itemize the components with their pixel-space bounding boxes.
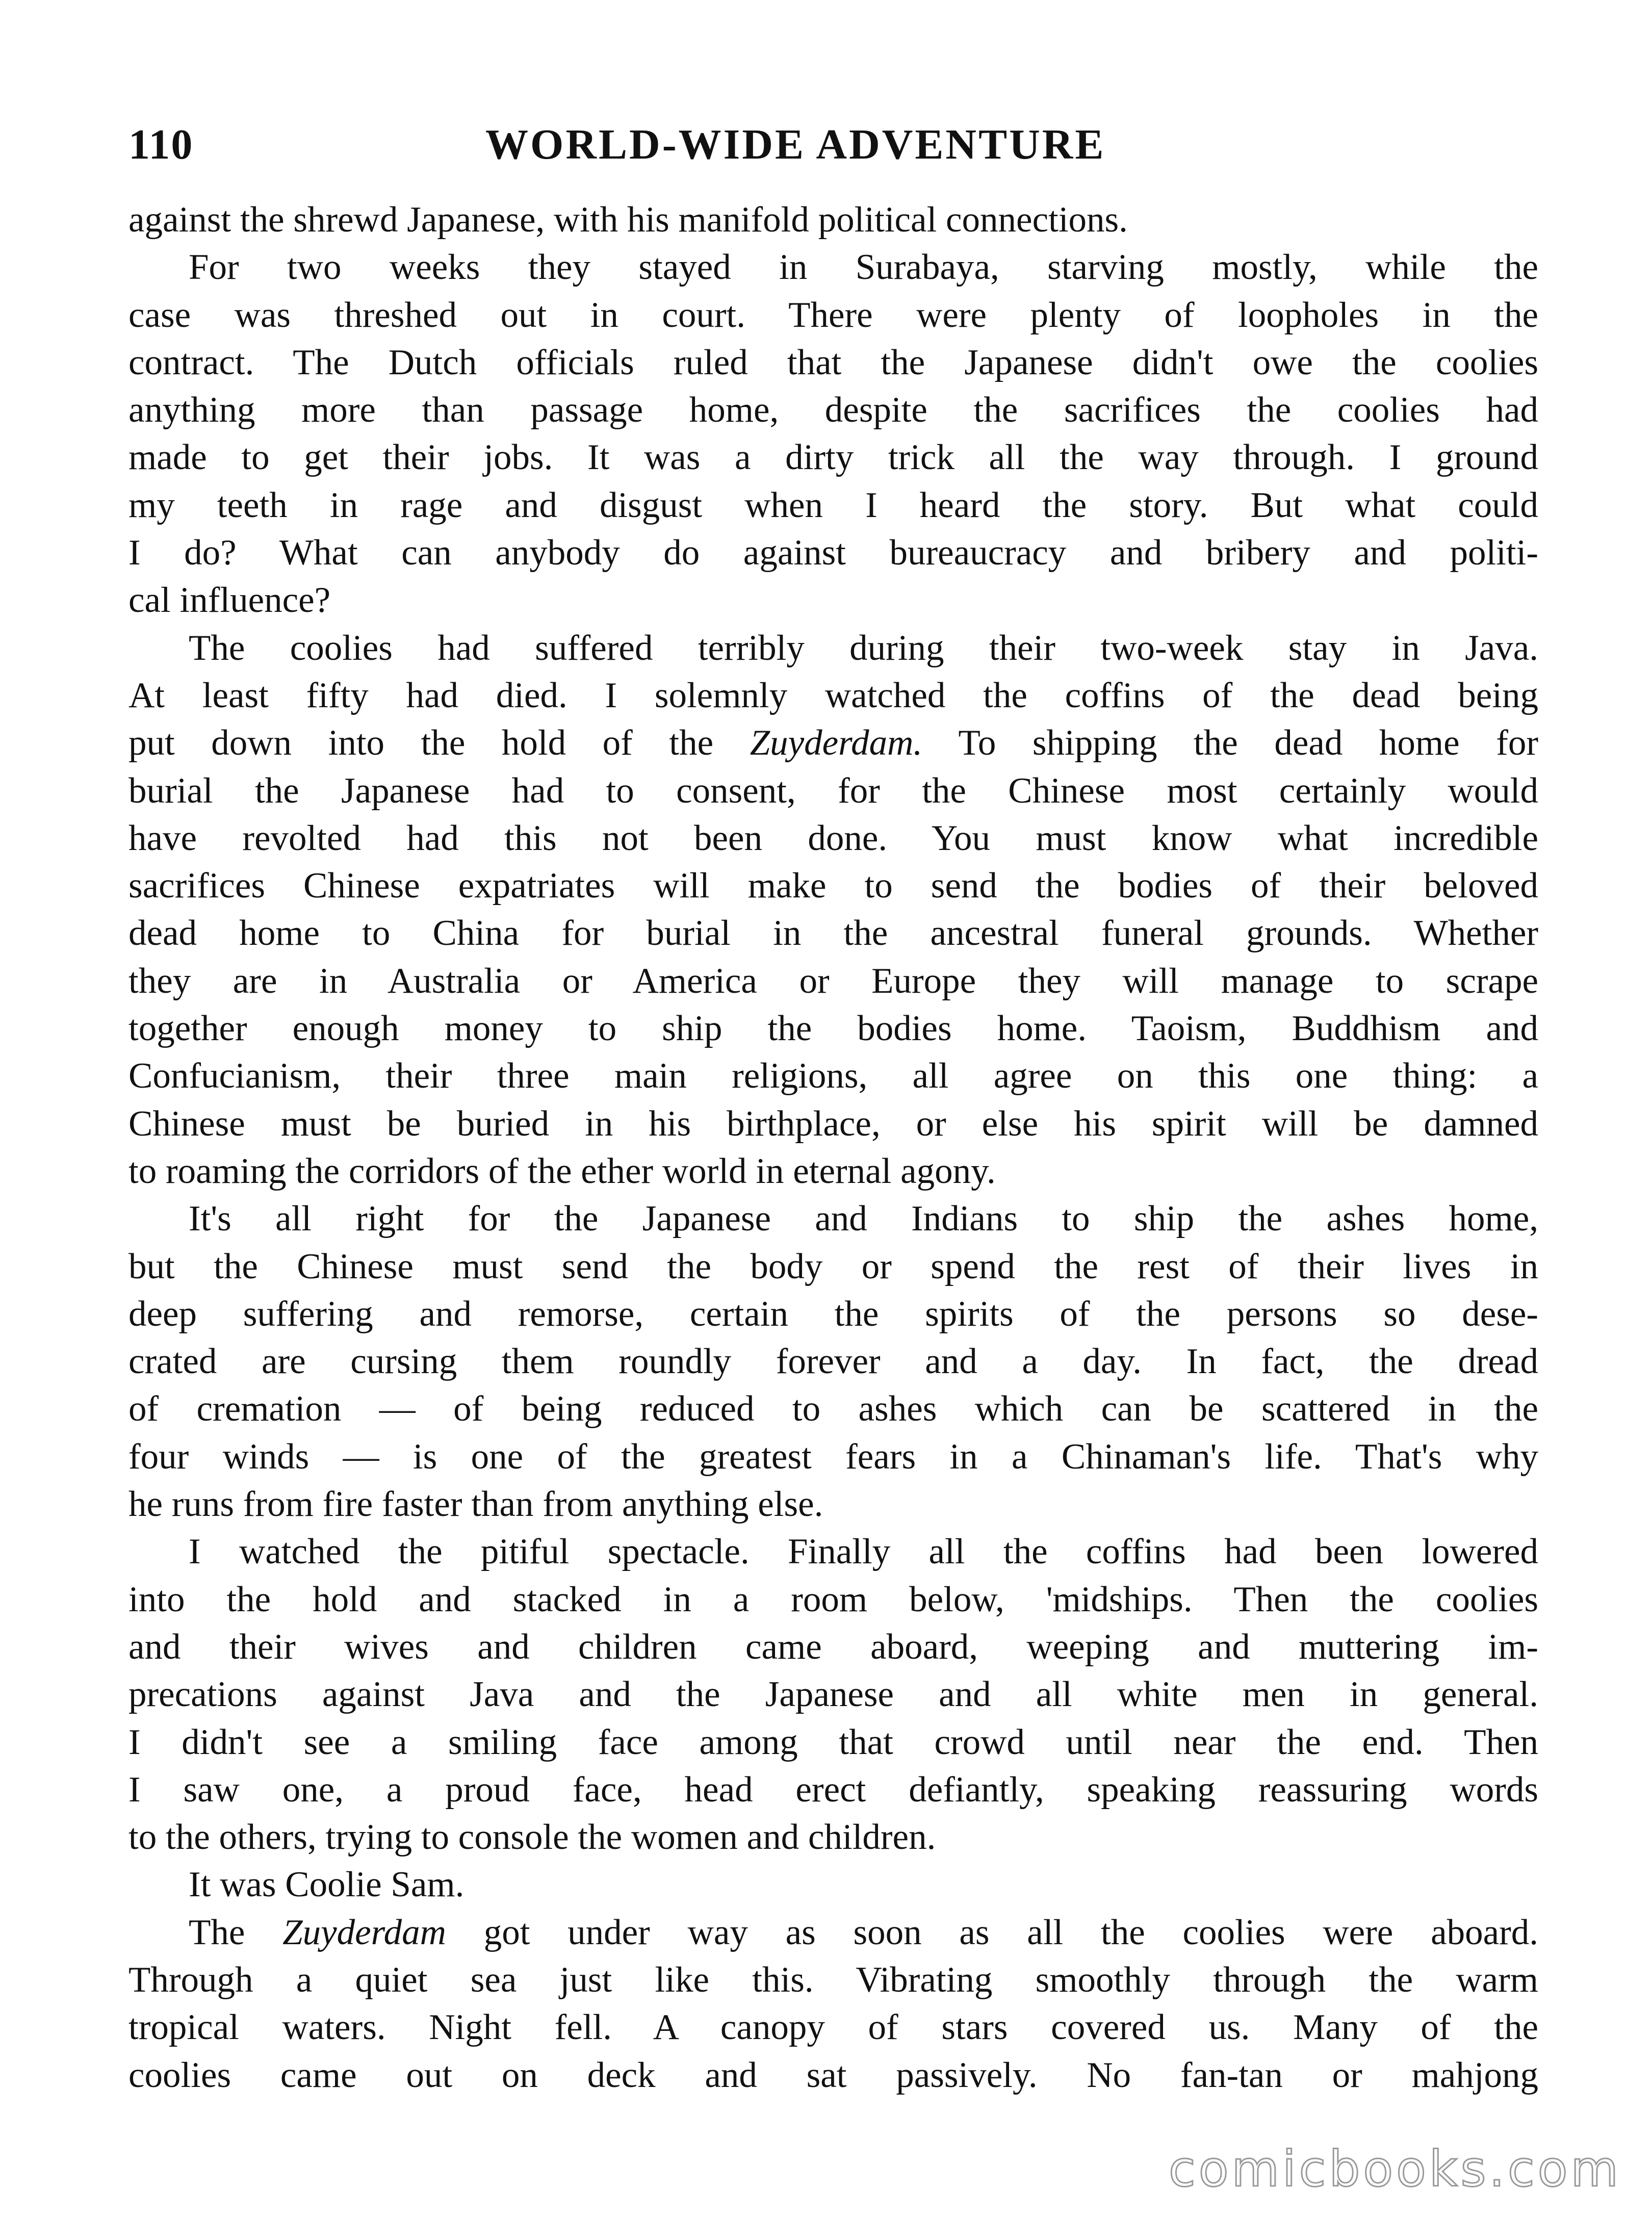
text-line: For two weeks they stayed in Surabaya, starving mostly, while the (189, 247, 1538, 288)
text-line: anything more than passage home, despite the sacrifices the coolies had (128, 390, 1538, 430)
text-line: cal influence? (128, 580, 331, 621)
text-line: I do? What can anybody do against bureaucracy and bribery and politi- (128, 533, 1538, 573)
text-line: have revolted had this not been done. You must know what incredible (128, 818, 1538, 858)
text-line: my teeth in rage and disgust when I heard the story. But what could (128, 485, 1538, 525)
text-line: tropical waters. Night fell. A canopy of stars covered us. Many of the (128, 2007, 1538, 2048)
text-line: The coolies had suffered terribly during their two-week stay in Java. (189, 628, 1538, 668)
running-title: WORLD-WIDE ADVENTURE (485, 121, 1106, 168)
text-line: case was threshed out in court. There were plenty of loopholes in the (128, 295, 1538, 335)
watermark-logo: comicbooks.com (1168, 2140, 1621, 2198)
text-line: contract. The Dutch officials ruled that the Japanese didn't owe the coolies (128, 342, 1538, 382)
text-line: Through a quiet sea just like this. Vibrating smoothly through the warm (128, 1959, 1538, 2000)
text-line: and their wives and children came aboard, weeping and muttering im- (128, 1627, 1538, 1667)
text-line: coolies came out on deck and sat passively. No fan-tan or mahjong (128, 2055, 1538, 2095)
text-line: The Zuyderdam got under way as soon as all the coolies were aboard. (189, 1912, 1538, 1952)
text-line: At least fifty had died. I solemnly watched the coffins of the dead being (128, 675, 1538, 715)
text-line: Confucianism, their three main religions, all agree on this one thing: a (128, 1056, 1538, 1096)
book-page (128, 115, 1538, 2099)
text-line: precations against Java and the Japanese and all white men in general. (128, 1674, 1538, 1715)
text-line: dead home to China for burial in the ancestral funeral grounds. Whether (128, 913, 1538, 953)
text-line: burial the Japanese had to consent, for the Chinese most certainly would (128, 770, 1538, 811)
text-line: I saw one, a proud face, head erect defiantly, speaking reassuring words (128, 1769, 1538, 1810)
italic-ship-name: Zuyderdam (282, 1912, 446, 1952)
text-line: they are in Australia or America or Europe they will manage to scrape (128, 961, 1538, 1001)
text-line: put down into the hold of the Zuyderdam. To shipping the dead home for (128, 723, 1538, 763)
page-number: 110 (128, 121, 194, 168)
italic-ship-name: Zuyderdam. (750, 723, 923, 763)
text-line: I didn't see a smiling face among that crowd until near the end. Then (128, 1722, 1538, 1762)
text-line: crated are cursing them roundly forever and a day. In fact, the dread (128, 1342, 1538, 1382)
text-line: It was Coolie Sam. (189, 1865, 464, 1905)
text-line: It's all right for the Japanese and Indians to ship the ashes home, (189, 1199, 1538, 1239)
text-line: of cremation — of being reduced to ashes which can be scattered in the (128, 1389, 1538, 1429)
text-line: I watched the pitiful spectacle. Finally all the coffins had been lowered (189, 1532, 1538, 1572)
text-line: four winds — is one of the greatest fears in a Chinaman's life. That's why (128, 1436, 1538, 1477)
text-line: Chinese must be buried in his birthplace, or else his spirit will be damned (128, 1103, 1538, 1144)
text-line: made to get their jobs. It was a dirty trick all the way through. I ground (128, 437, 1538, 478)
text-line: together enough money to ship the bodies home. Taoism, Buddhism and (128, 1009, 1538, 1049)
text-line: deep suffering and remorse, certain the spirits of the persons so dese- (128, 1294, 1538, 1334)
text-line: to the others, trying to console the women and children. (128, 1817, 936, 1858)
text-line: to roaming the corridors of the ether world in eternal agony. (128, 1151, 996, 1191)
text-line: sacrifices Chinese expatriates will make to send the bodies of their beloved (128, 866, 1538, 906)
text-line: against the shrewd Japanese, with his manifold political connections. (128, 200, 1128, 240)
text-line: but the Chinese must send the body or spend the rest of their lives in (128, 1246, 1538, 1286)
text-line: he runs from fire faster than from anything else. (128, 1484, 823, 1525)
text-line: into the hold and stacked in a room below, 'midships. Then the coolies (128, 1579, 1538, 1619)
page-header (128, 115, 1538, 191)
body-text (128, 196, 1538, 2099)
